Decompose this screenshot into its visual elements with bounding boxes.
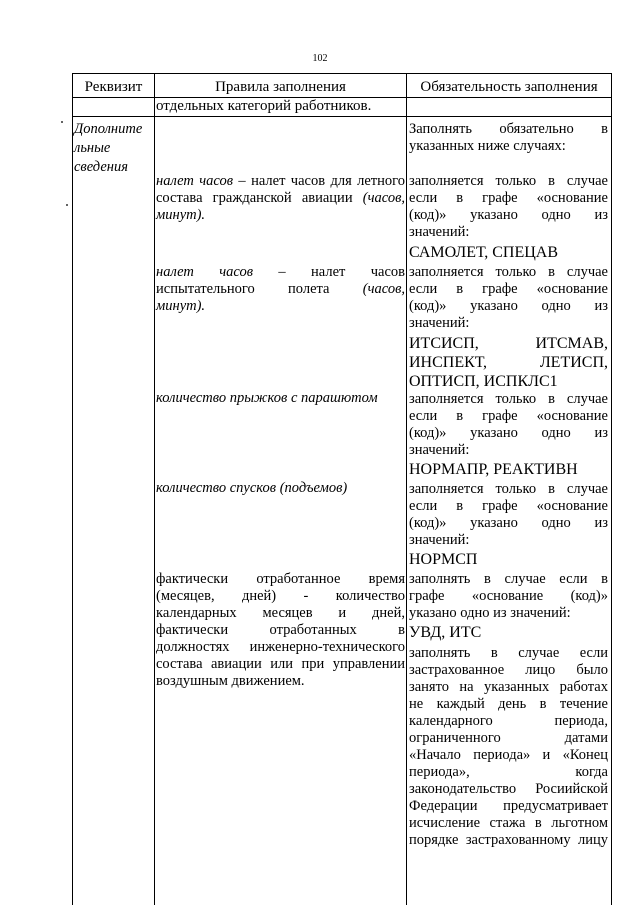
rule-test-flight-hours: налет часов – налет часов испытательного полета (часов, минут). (156, 264, 405, 314)
table-border-left (72, 73, 73, 905)
rule-text-continuation: отдельных категорий работников. (156, 98, 372, 114)
requisite-cell: Дополните льные сведения (74, 121, 143, 175)
obligation-test-flight-hours: заполняется только в случае если в графе «основание (код)» указано одно из значений: (409, 264, 608, 331)
rule-descents: количество спусков (подъемов) (156, 480, 348, 496)
table-border-col1 (154, 73, 155, 905)
codes-descents: НОРМСП (409, 551, 478, 568)
obligation-worked-time: заполнять в случае если в графе «основание (код)» указано одно из значений: (409, 571, 608, 621)
codes-worked-time: УВД, ИТС (409, 624, 482, 641)
codes-parachute-jumps: НОРМАПР, РЕАКТИВН (409, 461, 578, 478)
obligation-intro: Заполнять обязательно в указанных ниже случаях: (409, 121, 608, 154)
table-border-top (72, 73, 612, 74)
rule-worked-time: фактически отработанное время (месяцев, дней) - количество календарных месяцев и дней, фактически отработанных в должностях инженерно-технического состава авиации или при управлении воздушным движением. (156, 571, 405, 689)
margin-mark (61, 121, 63, 123)
table-border-right (611, 73, 612, 905)
rule-flight-hours: налет часов – налет часов для летного состава гражданской авиации (часов, минут). (156, 173, 405, 223)
page-number: 102 (312, 53, 328, 64)
rule-parachute-jumps: количество прыжков с парашютом (156, 390, 378, 406)
obligation-partial-days: заполнять в случае если застрахованное лицо было занято на указанных работах не каждый день в течение календарного периода, ограниченного датами «Начало периода» и «Конец периода», когда законодательство Росиийской Федерации предусматривает исчисление стажа в льготном порядке застрахованному лицу (409, 645, 608, 848)
column-header-obligation: Обязательность заполнения (420, 79, 598, 95)
codes-flight-hours: САМОЛЕТ, СПЕЦАВ (409, 244, 558, 261)
obligation-flight-hours: заполняется только в случае если в графе «основание (код)» указано одно из значений: (409, 173, 608, 240)
margin-mark (66, 204, 68, 206)
table-row-divider (72, 116, 612, 117)
obligation-parachute-jumps: заполняется только в случае если в графе «основание (код)» указано одно из значений: (409, 391, 608, 458)
column-header-requisite: Реквизит (84, 79, 143, 95)
obligation-descents: заполняется только в случае если в графе «основание (код)» указано одно из значений: (409, 481, 608, 548)
table-border-col2 (406, 73, 407, 905)
codes-test-flight-hours: ИТСИСП, ИТСМАВ, ИНСПЕКТ, ЛЕТИСП, ОПТИСП, ИСПКЛС1 (409, 335, 608, 390)
column-header-rules: Правила заполнения (215, 79, 346, 95)
